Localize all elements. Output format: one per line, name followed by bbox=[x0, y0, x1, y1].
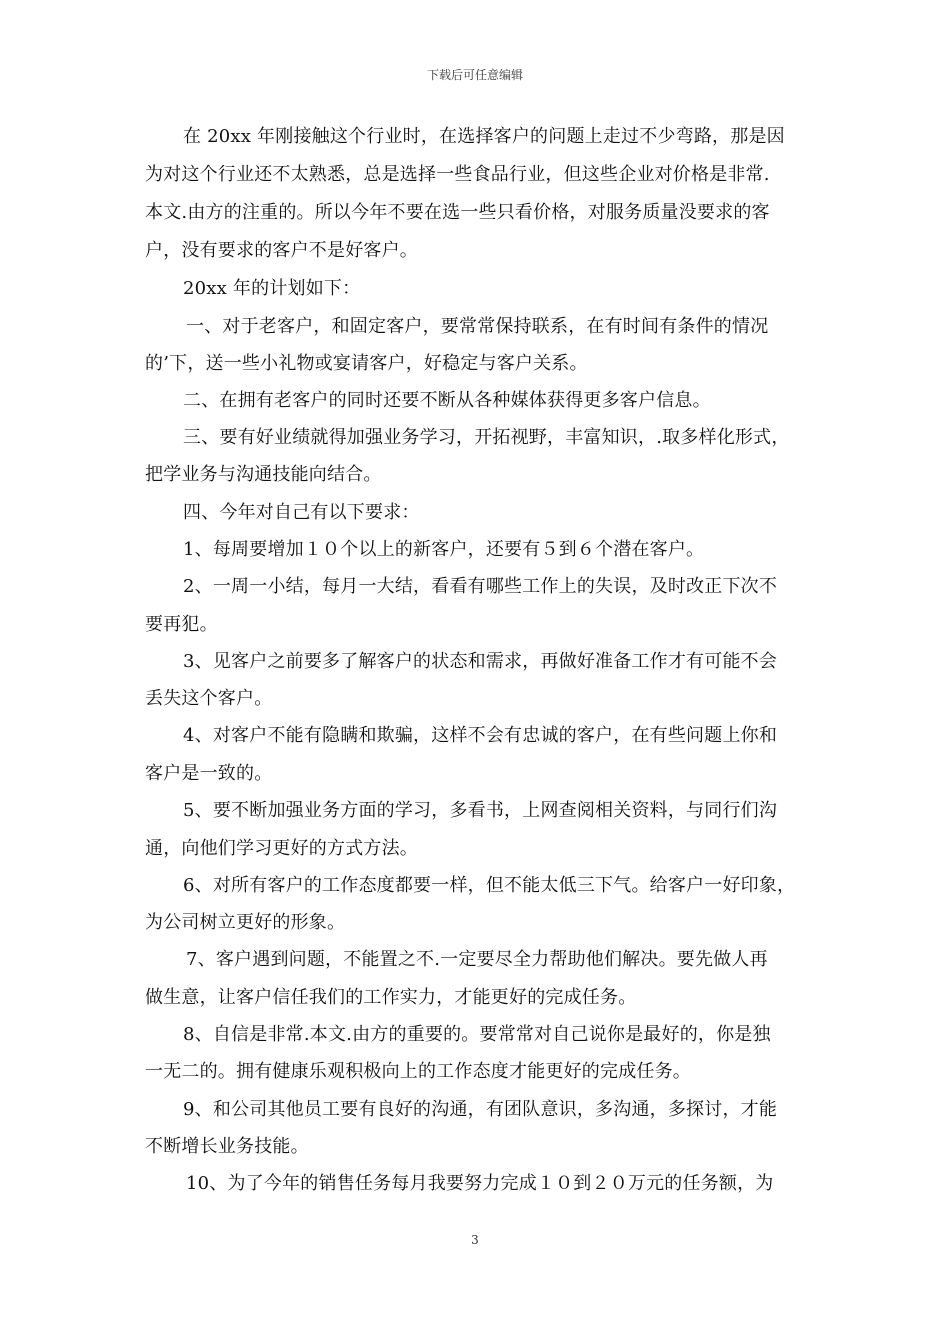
text-line: 9、和公司其他员工要有良好的沟通，有团队意识，多沟通，多探讨，才能 bbox=[183, 1099, 778, 1120]
text-line: 二、在拥有老客户的同时还要不断从各种媒体获得更多客户信息。 bbox=[183, 390, 711, 411]
text-line: 丢失这个客户。 bbox=[145, 688, 273, 709]
text-line: 户，没有要求的客户不是好客户。 bbox=[145, 240, 418, 261]
text-line: 通，向他们学习更好的方式方法。 bbox=[145, 838, 418, 859]
page-number: 3 bbox=[471, 1233, 479, 1247]
text-line: 为公司树立更好的形象。 bbox=[145, 912, 346, 933]
page-header: 下载后可任意编辑 bbox=[426, 68, 523, 82]
text-line: 20xx 年的计划如下： bbox=[183, 278, 361, 299]
text-line: 的’下，送一些小礼物或宴请客户，好稳定与客户关系。 bbox=[145, 353, 588, 374]
text-line: 6、对所有客户的工作态度都要一样，但不能太低三下气。给客户一好印象， bbox=[183, 875, 796, 896]
text-line: 3、见客户之前要多了解客户的状态和需求，再做好准备工作才有可能不会 bbox=[183, 651, 778, 672]
text-line: 一无二的。拥有健康乐观积极向上的工作态度才能更好的完成任务。 bbox=[145, 1061, 691, 1082]
text-line: 为对这个行业还不太熟悉，总是选择一些食品行业，但这些企业对价格是非常. bbox=[145, 164, 770, 185]
text-line: 1、每周要增加１０个以上的新客户，还要有５到６个潜在客户。 bbox=[183, 539, 705, 560]
text-line: 把学业务与沟通技能向结合。 bbox=[145, 464, 382, 485]
text-line: 四、今年对自己有以下要求： bbox=[183, 502, 420, 523]
text-line: 要再犯。 bbox=[145, 614, 218, 635]
text-line: 2、一周一小结，每月一大结，看看有哪些工作上的失误，及时改正下次不 bbox=[183, 576, 778, 597]
text-line: 8、自信是非常.本文.由方的重要的。要常常对自己说你是最好的，你是独 bbox=[183, 1024, 771, 1045]
text-line: 本文.由方的注重的。所以今年不要在选一些只看价格，对服务质量没要求的客 bbox=[145, 202, 770, 223]
text-line: 在 20xx 年刚接触这个行业时，在选择客户的问题上走过不少弯路，那是因 bbox=[183, 126, 785, 147]
text-line: 一、对于老客户，和固定客户，要常常保持联系，在有时间有条件的情况 bbox=[186, 316, 769, 337]
text-line: 做生意，让客户信任我们的工作实力，才能更好的完成任务。 bbox=[145, 987, 637, 1008]
text-line: 4、对客户不能有隐瞒和欺骗，这样不会有忠诚的客户，在有些问题上你和 bbox=[183, 725, 778, 746]
text-line: 客户是一致的。 bbox=[145, 763, 273, 784]
text-line: 不断增长业务技能。 bbox=[145, 1136, 309, 1157]
text-line: 7、客户遇到问题，不能置之不.一定要尽全力帮助他们解决。要先做人再 bbox=[186, 949, 768, 970]
text-line: 5、要不断加强业务方面的学习，多看书，上网查阅相关资料，与同行们沟 bbox=[183, 800, 778, 821]
text-line: 10、为了今年的销售任务每月我要努力完成１０到２０万元的任务额，为 bbox=[186, 1173, 774, 1194]
text-line: 三、要有好业绩就得加强业务学习，开拓视野，丰富知识，.取多样化形式， bbox=[183, 427, 790, 448]
